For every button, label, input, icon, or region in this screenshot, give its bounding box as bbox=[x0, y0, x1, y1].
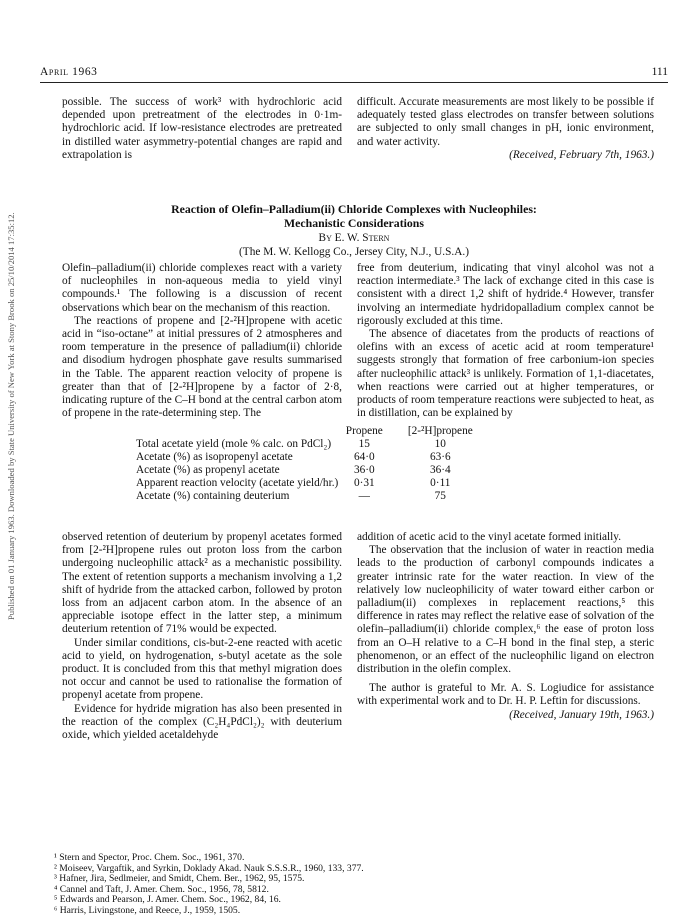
table-cell: 10 bbox=[434, 438, 446, 450]
table-row bbox=[136, 477, 490, 490]
paragraph: possible. The success of work³ with hydrochloric acid depended upon pretreatment of the electrodes in 0·1m-hydrochloric acid. If low-resistance electrodes are pretreated in distilled water asymmetry-potential changes are rapid and extrapolation is bbox=[62, 96, 342, 161]
body-right-column-1 bbox=[357, 262, 654, 420]
paragraph: The reactions of propene and [2-²H]propene with acetic acid in “iso-octane” at initial pressures of 2 atmospheres and room temperature in the presence of palladium(ii) chloride and disodium hydrogen phosphate gave results summarised in the Table. The apparent reaction velocity of propene is greater than that of [2-²H]propene by a factor of 2·8, indicating rupture of the C–H bond at the central carbon atom of propene in the rate-determining step. The bbox=[62, 314, 342, 420]
journal-date: April 1963 bbox=[40, 66, 98, 78]
table-cell: 63·6 bbox=[429, 451, 451, 463]
title-line: Reaction of Olefin–Palladium(ii) Chloride Complexes with Nucleophiles: bbox=[171, 202, 537, 216]
title-line: Mechanistic Considerations bbox=[284, 216, 424, 230]
body-left-column-2 bbox=[62, 531, 342, 742]
row-label: Acetate (%) as propenyl acetate bbox=[136, 464, 280, 476]
download-watermark: Published on 01 January 1963. Downloaded by State University of New York at Stony Brook on 25/10/2014 17:35:12. bbox=[6, 212, 16, 620]
row-label: Acetate (%) containing deuterium bbox=[136, 490, 290, 502]
table-cell: 75 bbox=[434, 490, 446, 502]
table-cell: 36·0 bbox=[353, 464, 375, 476]
column-header: Propene bbox=[345, 425, 383, 437]
table-cell: 15 bbox=[358, 438, 370, 450]
row-label: Apparent reaction velocity (acetate yield/hr.) bbox=[136, 477, 339, 489]
acknowledgement: The author is grateful to Mr. A. S. Logiudice for assistance with experimental work and to Dr. H. P. Leftin for discussions. bbox=[357, 682, 654, 708]
prev-article-left-column bbox=[62, 96, 342, 162]
footnote: ⁴ Cannel and Taft, J. Amer. Chem. Soc., 1956, 78, 5812. bbox=[54, 883, 269, 895]
footnote: ⁶ Harris, Livingstone, and Reece, J., 1959, 1505. bbox=[54, 904, 241, 916]
paragraph: The observation that the inclusion of water in reaction media leads to the production of carbonyl compounds indicates a greater intrinsic rate for the water reaction. In view of the relatively low nucleophilicity of water toward either carbon or palladium(ii) complexes in replacement reactions,⁵ this difference in rates may reflect the relative ease of solvation of the olefin–palladium(ii) chloride complex,⁶ the ease of proton loss from an O–H relative to a C–H bond in the final step, a steric phenomenon, or an effect of the nucleophilic ligand on electron distribution in the olefin complex. bbox=[357, 544, 654, 676]
page-number: 111 bbox=[651, 66, 668, 78]
table-row bbox=[136, 451, 490, 464]
article-title bbox=[40, 202, 668, 230]
row-label: Acetate (%) as isopropenyl acetate bbox=[136, 451, 293, 463]
running-header bbox=[40, 66, 668, 83]
column-header: [2-²H]propene bbox=[407, 425, 473, 437]
paragraph: observed retention of deuterium by propenyl acetates formed from [2-²H]propene rules out proton loss from the carbon undergoing nucleophilic attack² as a mechanistic possibility. The extent of retention supports a mechanism involving a 1,2 shift of hydride from the attacked carbon, followed by proton loss from an adjacent carbon atom. In the absence of an appreciable isotope effect in the latter step, a minimum deuterium retention of 71% would be expected. bbox=[62, 531, 342, 636]
paragraph: Evidence for hydride migration has also been presented in the reaction of the complex (C₂H₄PdCl₂)₂ with deuterium oxide, which yielded acetaldehyde bbox=[62, 702, 342, 742]
footnote: ¹ Stern and Spector, Proc. Chem. Soc., 1961, 370. bbox=[54, 852, 245, 863]
table-cell: — bbox=[358, 490, 370, 502]
paragraph: difficult. Accurate measurements are most likely to be possible if adequately tested glass electrodes on transfer between solutions are subjected to only small changes in pH, ionic environment, and water activity. bbox=[357, 96, 654, 148]
row-label: Total acetate yield (mole % calc. on PdCl₂) bbox=[136, 438, 332, 450]
paragraph: free from deuterium, indicating that vinyl alcohol was not a reaction intermediate.³ The lack of exchange cited in this case is consistent with a direct 1,2 shift of hydride.⁴ However, transfer involving an intermediate hydridopalladium complex cannot be rigorously excluded at this time. bbox=[357, 262, 654, 327]
received-date: (Received, February 7th, 1963.) bbox=[509, 148, 654, 161]
footnote: ² Moiseev, Vargaftik, and Syrkin, Doklady Akad. Nauk S.S.S.R., 1960, 133, 377. bbox=[54, 862, 364, 874]
table-row bbox=[136, 490, 490, 503]
author-byline: By E. W. Stern bbox=[318, 232, 390, 244]
paragraph: addition of acetic acid to the vinyl acetate formed initially. bbox=[357, 531, 622, 543]
table-cell: 0·31 bbox=[353, 477, 375, 489]
body-left-column-1 bbox=[62, 262, 342, 420]
table-cell: 36·4 bbox=[429, 464, 451, 476]
paragraph: Under similar conditions, cis-but-2-ene reacted with acetic acid to yield, on hydrogenation, s-butyl acetate as the sole product. It is concluded from this that methyl migration does not occur and cannot be used to rationalise the formation of propenyl acetate from propene. bbox=[62, 636, 342, 702]
footnote: ⁵ Edwards and Pearson, J. Amer. Chem. Soc., 1962, 84, 16. bbox=[54, 894, 281, 906]
prev-article-right-column bbox=[357, 96, 654, 162]
footnotes bbox=[54, 853, 654, 917]
paragraph: The absence of diacetates from the products of reactions of olefins with an excess of acetic acid at room temperature¹ suggests strongly that formation of free carbonium-ion species after nucleophilic attack³ is unlikely. Formation of 1,1-diacetates, when reactions were carried out at higher temperatures, or products of room temperature reactions were subjected to heat, as in distillation, can be explained by bbox=[357, 328, 654, 420]
author-affiliation: (The M. W. Kellogg Co., Jersey City, N.J., U.S.A.) bbox=[239, 246, 469, 258]
received-date: (Received, January 19th, 1963.) bbox=[509, 708, 654, 721]
table-row bbox=[136, 464, 490, 477]
table-cell: 64·0 bbox=[353, 451, 375, 463]
table-row bbox=[136, 438, 490, 451]
paragraph: Olefin–palladium(ii) chloride complexes react with a variety of nucleophiles in non-aqueous media to yield vinyl compounds.¹ The following is a discussion of recent observations which bear on the mechanism of this reaction. bbox=[62, 262, 342, 314]
footnote: ³ Hafner, Jira, Sedlmeier, and Smidt, Chem. Ber., 1962, 95, 1575. bbox=[54, 873, 305, 885]
results-table bbox=[136, 425, 490, 503]
table-cell: 0·11 bbox=[430, 477, 451, 489]
body-right-column-2 bbox=[357, 531, 654, 722]
table-header-row bbox=[136, 425, 490, 438]
